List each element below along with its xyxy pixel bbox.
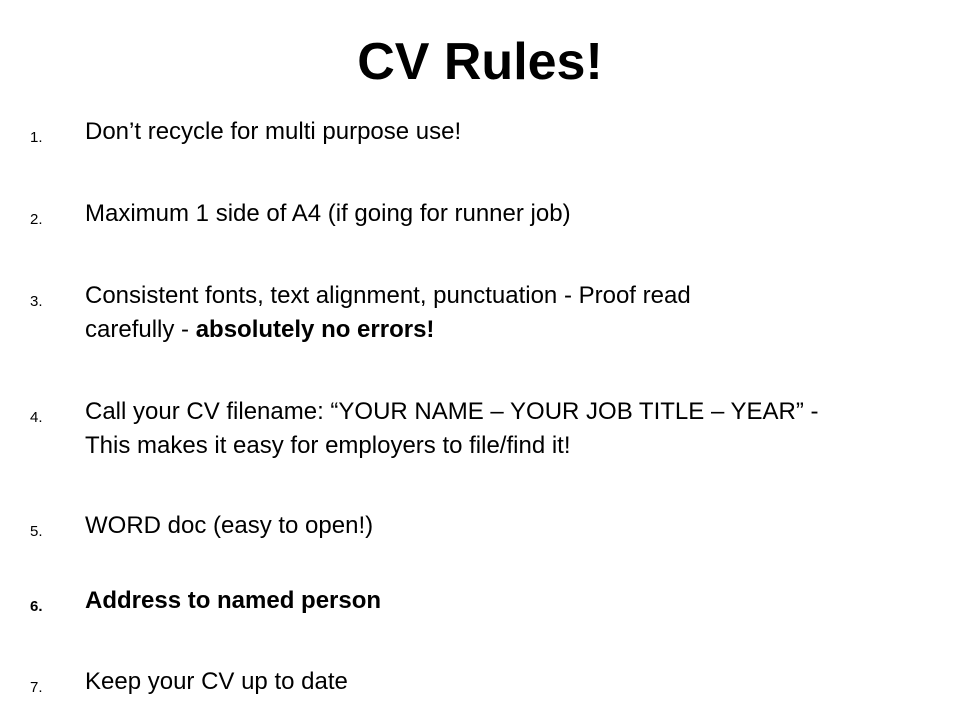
rule-text-line: WORD doc (easy to open!) xyxy=(85,512,374,539)
rule-text xyxy=(85,509,955,543)
rule-number: 6. xyxy=(30,598,43,615)
rule-number: 7. xyxy=(30,679,43,696)
rule-text-line: Don’t recycle for multi purpose use! xyxy=(85,118,462,145)
rule-text-line: This makes it easy for employers to file/find it! xyxy=(85,432,571,459)
rule-number: 3. xyxy=(30,293,43,310)
rule-number: 5. xyxy=(30,523,43,540)
rule-text xyxy=(85,279,955,347)
rule-number: 2. xyxy=(30,211,43,228)
rule-text xyxy=(85,197,955,231)
rule-text xyxy=(85,115,955,149)
rule-number: 4. xyxy=(30,409,43,426)
rule-text xyxy=(85,395,955,463)
rule-number: 1. xyxy=(30,129,43,146)
rule-text-line: carefully - xyxy=(85,316,196,343)
rule-text-line: Call your CV filename: “YOUR NAME – YOUR JOB TITLE – YEAR” - xyxy=(85,398,819,425)
rule-emphasis: absolutely no errors! xyxy=(195,316,435,343)
rule-text xyxy=(85,665,955,699)
rule-text-line: Keep your CV up to date xyxy=(85,668,348,695)
rule-text-line: Maximum 1 side of A4 (if going for runner job) xyxy=(85,200,571,227)
rule-text-line: Consistent fonts, text alignment, punctuation - Proof read xyxy=(85,282,691,309)
rule-text xyxy=(85,584,955,618)
rule-text-line: Address to named person xyxy=(85,587,382,614)
slide-title: CV Rules! xyxy=(357,33,603,91)
